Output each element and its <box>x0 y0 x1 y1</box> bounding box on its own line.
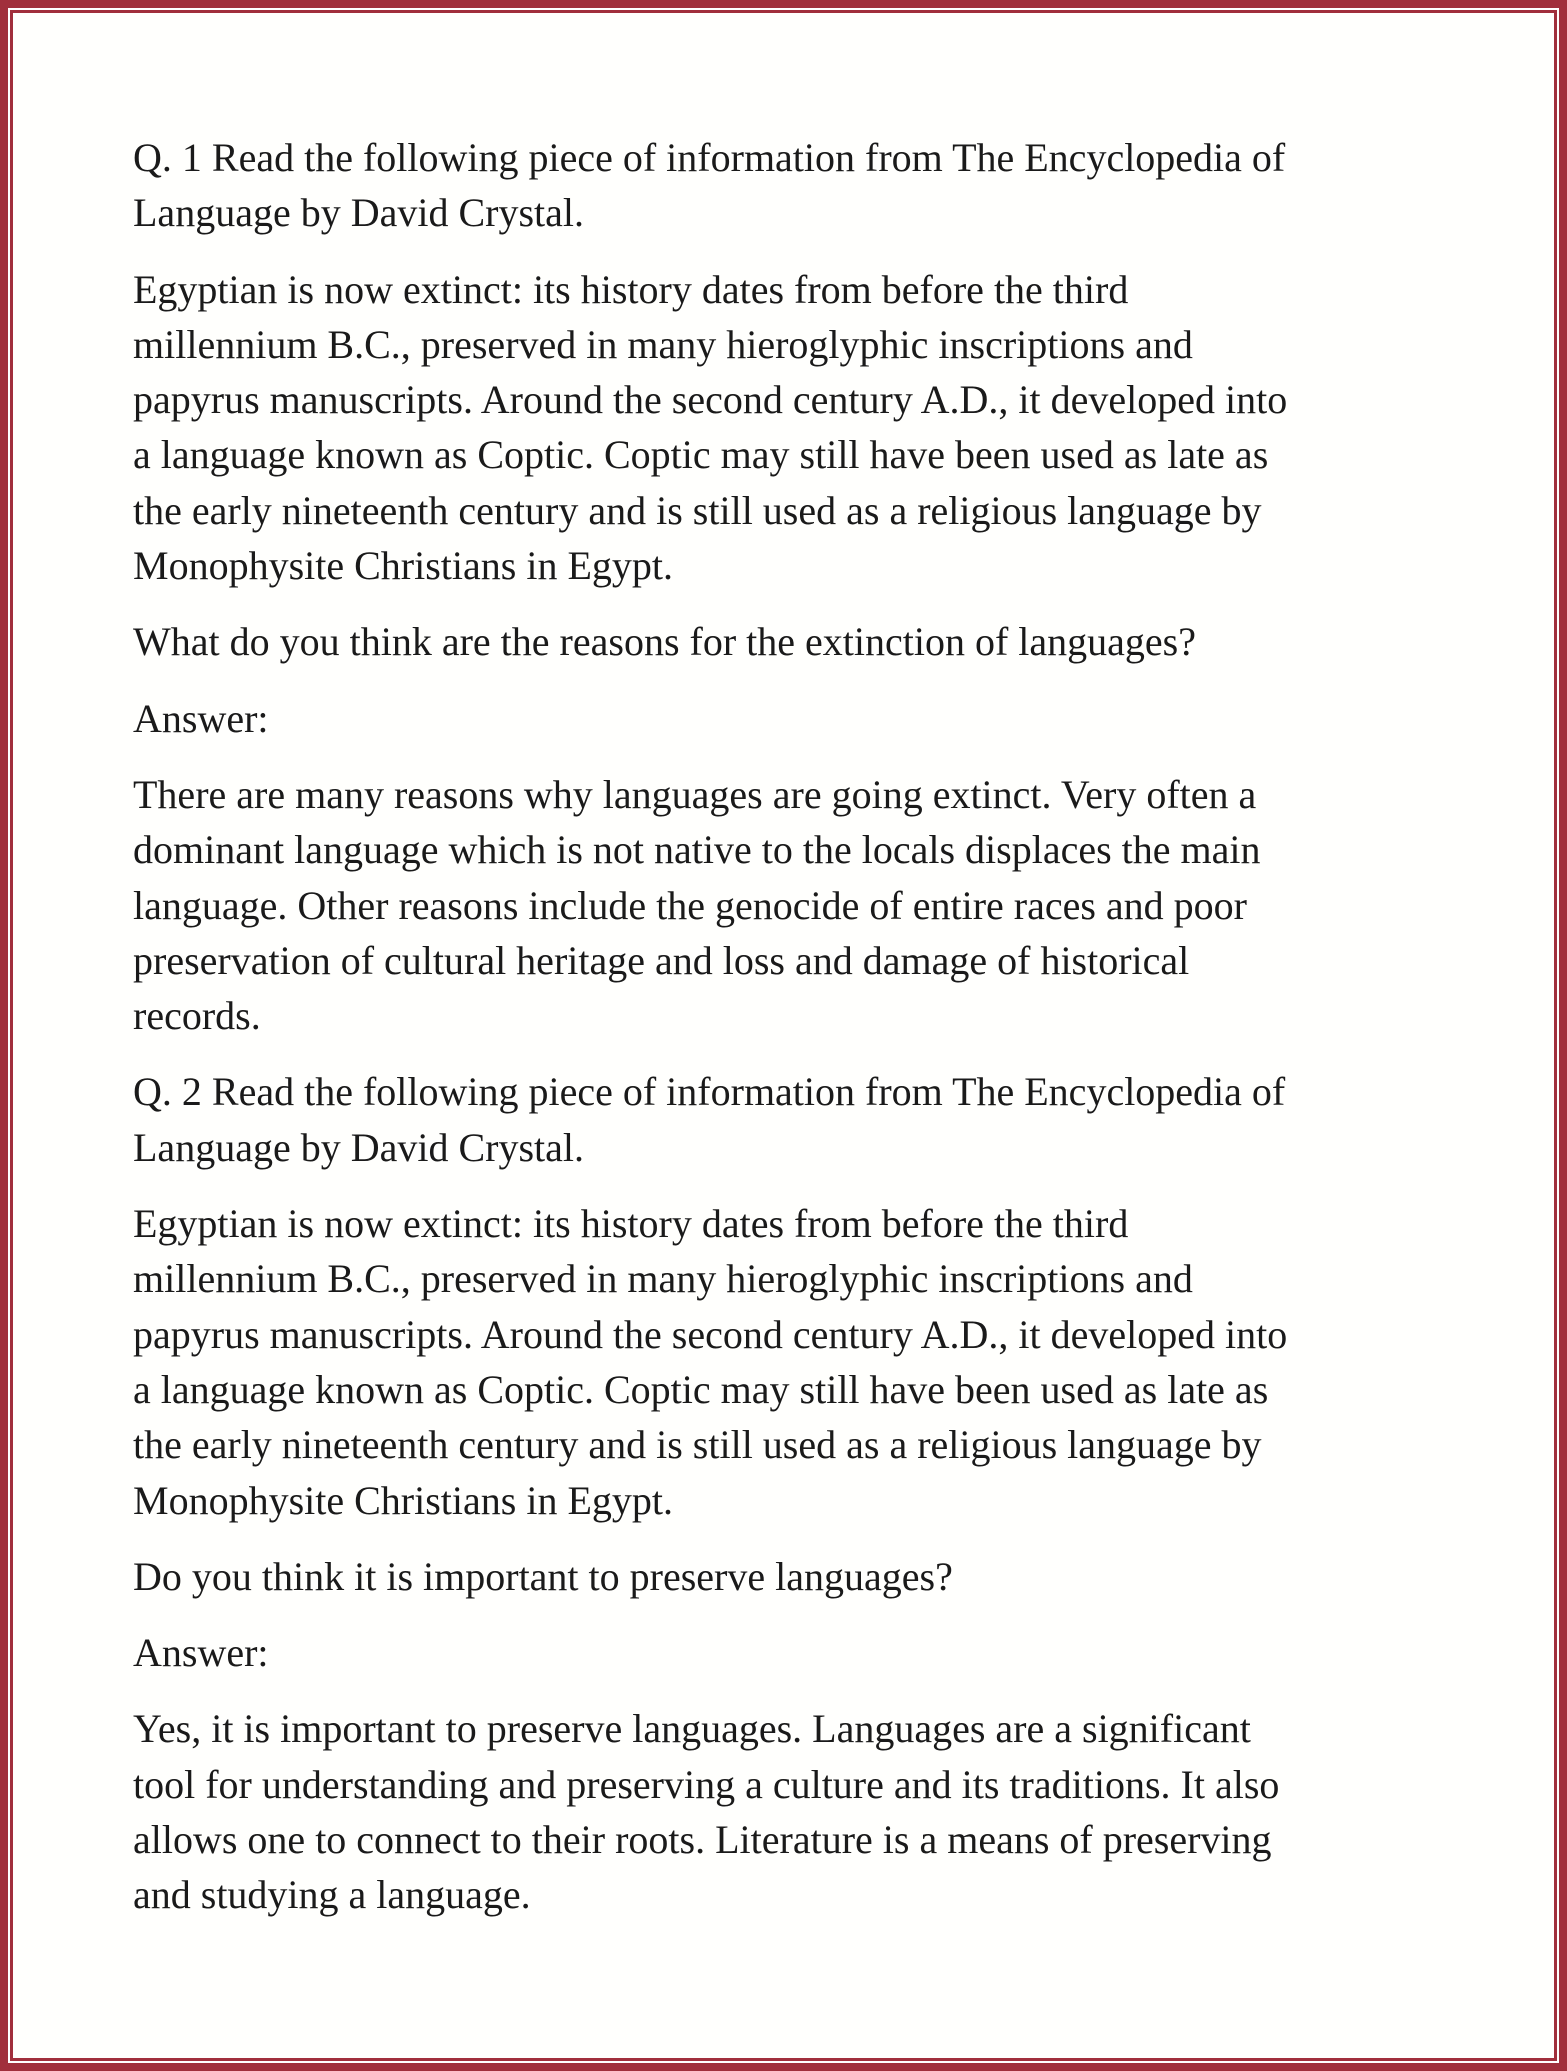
text-line: papyrus manuscripts. Around the second century A.D., it developed into <box>133 1311 1288 1357</box>
text-line: Egyptian is now extinct: its history dates from before the third <box>133 1201 1129 1247</box>
passage-paragraph <box>133 262 1453 594</box>
text-line: Do you think it is important to preserve languages? <box>133 1553 953 1599</box>
text-line: Language by David Crystal. <box>133 1124 584 1170</box>
label-paragraph <box>133 1625 1453 1680</box>
text-line: tool for understanding and preserving a culture and its traditions. It also <box>133 1761 1280 1807</box>
text-line: Answer: <box>133 1630 269 1676</box>
text-line: Language by David Crystal. <box>133 190 584 236</box>
text-line: a language known as Coptic. Coptic may still have been used as late as <box>133 1366 1269 1412</box>
text-line: allows one to connect to their roots. Literature is a means of preserving <box>133 1817 1272 1863</box>
passage-paragraph <box>133 1196 1453 1528</box>
text-line: language. Other reasons include the genocide of entire races and poor <box>133 882 1247 928</box>
text-line: and studying a language. <box>133 1872 531 1918</box>
text-line: Egyptian is now extinct: its history dates from before the third <box>133 266 1129 312</box>
text-line: millennium B.C., preserved in many hieroglyphic inscriptions and <box>133 1256 1193 1302</box>
label-paragraph <box>133 691 1453 746</box>
text-line: papyrus manuscripts. Around the second century A.D., it developed into <box>133 377 1288 423</box>
document-body <box>133 130 1453 1944</box>
question-paragraph <box>133 130 1453 241</box>
text-line: the early nineteenth century and is still used as a religious language by <box>133 487 1262 533</box>
text-line: Q. 2 Read the following piece of information from The Encyclopedia of <box>133 1069 1286 1115</box>
text-line: preservation of cultural heritage and loss and damage of historical <box>133 937 1190 983</box>
text-line: Monophysite Christians in Egypt. <box>133 1477 673 1523</box>
text-line: millennium B.C., preserved in many hieroglyphic inscriptions and <box>133 321 1193 367</box>
text-line: What do you think are the reasons for the extinction of languages? <box>133 619 1196 665</box>
text-line: a language known as Coptic. Coptic may still have been used as late as <box>133 432 1269 478</box>
text-line: Q. 1 Read the following piece of information from The Encyclopedia of <box>133 135 1286 180</box>
answer-paragraph <box>133 1701 1453 1922</box>
question-paragraph <box>133 1549 1453 1604</box>
text-line: Answer: <box>133 695 269 741</box>
question-paragraph <box>133 614 1453 669</box>
question-paragraph <box>133 1064 1453 1175</box>
text-line: There are many reasons why languages are going extinct. Very often a <box>133 771 1257 817</box>
text-line: Monophysite Christians in Egypt. <box>133 543 673 589</box>
text-line: dominant language which is not native to the locals displaces the main <box>133 827 1261 873</box>
answer-paragraph <box>133 767 1453 1043</box>
text-line: the early nineteenth century and is still used as a religious language by <box>133 1422 1262 1468</box>
text-line: records. <box>133 993 261 1039</box>
text-line: Yes, it is important to preserve languages. Languages are a significant <box>133 1706 1251 1752</box>
